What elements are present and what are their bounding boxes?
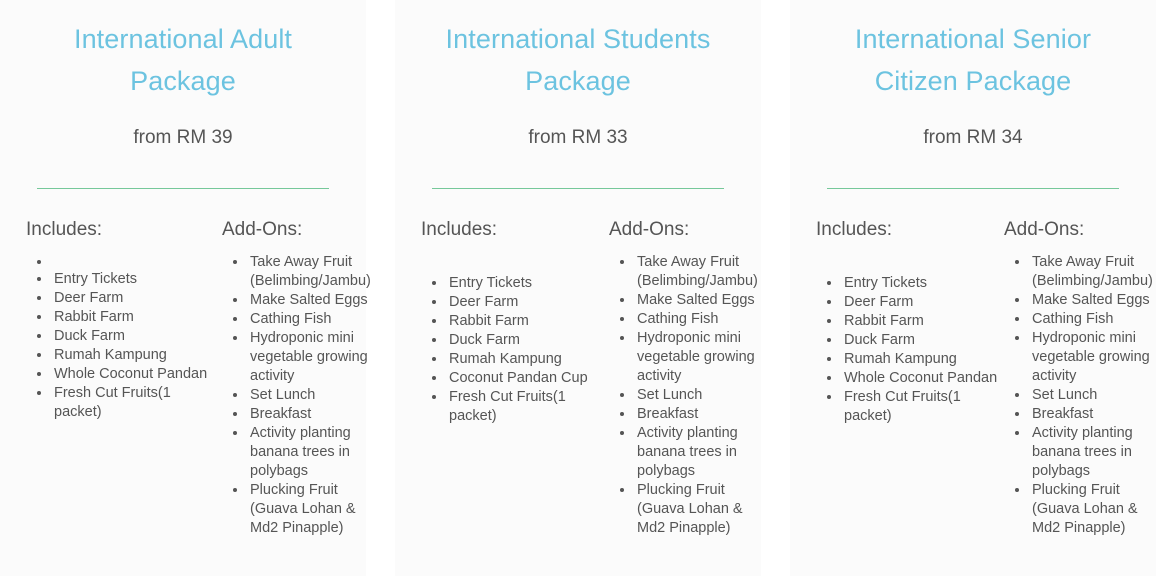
list-item: • Cathing Fish [635,310,761,329]
list-item: • Plucking Fruit (Guava Lohan & Md2 Pinapple) [248,481,372,538]
includes-list [417,253,609,426]
list-item: • Make Salted Eggs [635,291,761,310]
list-item: • Breakfast [1030,405,1156,424]
package-price: from RM 39 [133,127,233,148]
package-columns [812,217,1153,538]
list-item: • Hydroponic mini vegetable growing activity [635,329,761,386]
package-card [790,0,1156,576]
list-item: • Set Lunch [248,386,372,405]
package-price: from RM 33 [528,127,628,148]
list-item [52,253,222,270]
includes-list [22,253,222,422]
includes-column [812,217,1004,538]
includes-column [417,217,609,538]
addons-heading: Add-Ons: [609,219,690,240]
list-item: • Set Lunch [635,386,761,405]
list-item: • Breakfast [248,405,372,424]
list-item: • Coconut Pandan Cup [447,369,609,388]
list-item: • Deer Farm [842,293,1004,312]
list-item: • Entry Tickets [842,274,1004,293]
package-title: International Adult Package [73,24,293,96]
list-item: • Rabbit Farm [52,308,222,327]
package-title: International Senior Citizen Package [854,24,1092,96]
list-item: • Entry Tickets [52,270,222,289]
addons-column [1004,217,1156,538]
list-item: • Take Away Fruit (Belimbing/Jambu) [1030,253,1156,291]
list-item: • Plucking Fruit (Guava Lohan & Md2 Pinapple) [635,481,761,538]
list-item: • Duck Farm [52,327,222,346]
includes-heading: Includes: [421,219,498,240]
list-item: • Set Lunch [1030,386,1156,405]
list-item: • Hydroponic mini vegetable growing activity [1030,329,1156,386]
addons-column [609,217,761,538]
list-item: • Cathing Fish [248,310,372,329]
package-columns [22,217,371,538]
list-item: • Make Salted Eggs [1030,291,1156,310]
list-item: • Duck Farm [447,331,609,350]
list-item: • Whole Coconut Pandan [52,365,222,384]
list-item: • Plucking Fruit (Guava Lohan & Md2 Pinapple) [1030,481,1156,538]
list-item: • Rabbit Farm [842,312,1004,331]
package-price: from RM 34 [923,127,1023,148]
divider [37,188,329,189]
list-item: • Breakfast [635,405,761,424]
list-item: • Deer Farm [447,293,609,312]
list-item: • Activity planting banana trees in polybags [248,424,372,481]
includes-heading: Includes: [816,219,893,240]
list-item: • Fresh Cut Fruits(1 packet) [842,388,1004,426]
addons-list [222,253,372,538]
addons-list [609,253,761,538]
list-item: • Activity planting banana trees in polybags [1030,424,1156,481]
list-item: • Fresh Cut Fruits(1 packet) [447,388,609,426]
list-item: • Take Away Fruit (Belimbing/Jambu) [248,253,372,291]
divider [827,188,1119,189]
list-item: • Rumah Kampung [447,350,609,369]
list-item: • Take Away Fruit (Belimbing/Jambu) [635,253,761,291]
addons-column [222,217,372,538]
package-card [395,0,761,576]
list-item: • Make Salted Eggs [248,291,372,310]
includes-column [22,217,222,538]
list-item: • Whole Coconut Pandan [842,369,1004,388]
list-item: • Activity planting banana trees in polybags [635,424,761,481]
list-item: • Rumah Kampung [52,346,222,365]
list-item: • Fresh Cut Fruits(1 packet) [52,384,222,422]
includes-heading: Includes: [26,219,103,240]
addons-list [1004,253,1156,538]
divider [432,188,724,189]
list-item: • Entry Tickets [447,274,609,293]
package-card [0,0,371,576]
list-item: • Cathing Fish [1030,310,1156,329]
list-item: • Duck Farm [842,331,1004,350]
list-item: • Hydroponic mini vegetable growing activity [248,329,372,386]
addons-heading: Add-Ons: [222,219,303,240]
addons-heading: Add-Ons: [1004,219,1085,240]
list-item: • Deer Farm [52,289,222,308]
list-item: • Rabbit Farm [447,312,609,331]
package-title: International Students Package [445,24,711,96]
package-columns [417,217,758,538]
list-item: • Rumah Kampung [842,350,1004,369]
includes-list [812,253,1004,426]
